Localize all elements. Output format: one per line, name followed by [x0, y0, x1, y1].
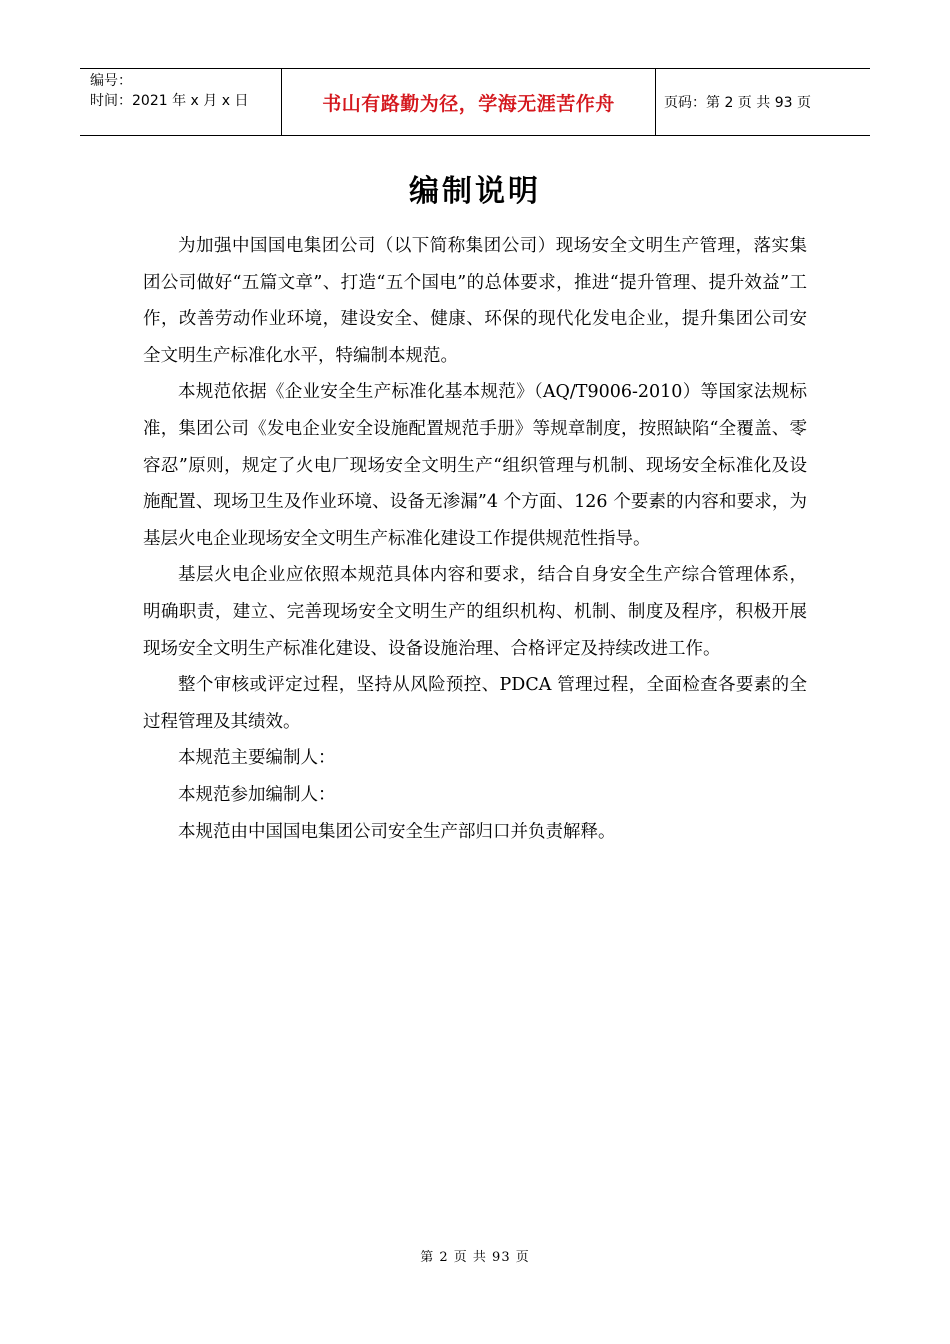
paragraph: 本规范由中国国电集团公司安全生产部归口并负责解释。	[178, 821, 616, 842]
header-motto-cell	[282, 69, 656, 135]
paragraph: 本规范依据《企业安全生产标准化基本规范》（AQ/T9006-2010）等国家法规标准，集团公司《发电企业安全设施配置规范手册》等规章制度，按照缺陷“全覆盖、零容忍”原则，规定了火电厂现场安全文明生产“组织管理与机制、现场安全标准化及设施配置、现场卫生及作业环境、设备无渗漏”4 个方面、126 个要素的内容和要求，为基层火电企业现场安全文明生产标准化建设工作提供规范性指导。	[143, 382, 807, 549]
document-number-label: 编号：	[90, 73, 132, 89]
paragraph: 整个审核或评定过程，坚持从风险预控、PDCA 管理过程，全面检查各要素的全过程管理及其绩效。	[143, 675, 807, 732]
paragraph: 基层火电企业应依照本规范具体内容和要求，结合自身安全生产综合管理体系，明确职责，建立、完善现场安全文明生产的组织机构、机制、制度及程序，积极开展现场安全文明生产标准化建设、设备设施治理、合格评定及持续改进工作。	[143, 565, 807, 659]
header-page-info-cell	[656, 69, 870, 135]
paragraph: 本规范参加编制人：	[178, 784, 336, 805]
page-title: 编制说明	[409, 174, 541, 209]
document-header	[80, 68, 870, 136]
header-motto: 书山有路勤为径，学海无涯苦作舟	[322, 92, 615, 115]
paragraph: 本规范主要编制人：	[178, 748, 336, 769]
header-page-info: 页码：第 2 页 共 93 页	[664, 95, 811, 111]
document-time-label: 时间：2021 年 x 月 x 日	[90, 93, 249, 109]
header-meta	[80, 69, 282, 135]
paragraph: 为加强中国国电集团公司（以下简称集团公司）现场安全文明生产管理，落实集团公司做好“五篇文章”、打造“五个国电”的总体要求，推进“提升管理、提升效益”工作，改善劳动作业环境，建设安全、健康、环保的现代化发电企业，提升集团公司安全文明生产标准化水平，特编制本规范。	[143, 236, 807, 366]
page-footer: 第 2 页 共 93 页	[420, 1250, 530, 1265]
document-body	[143, 228, 807, 850]
